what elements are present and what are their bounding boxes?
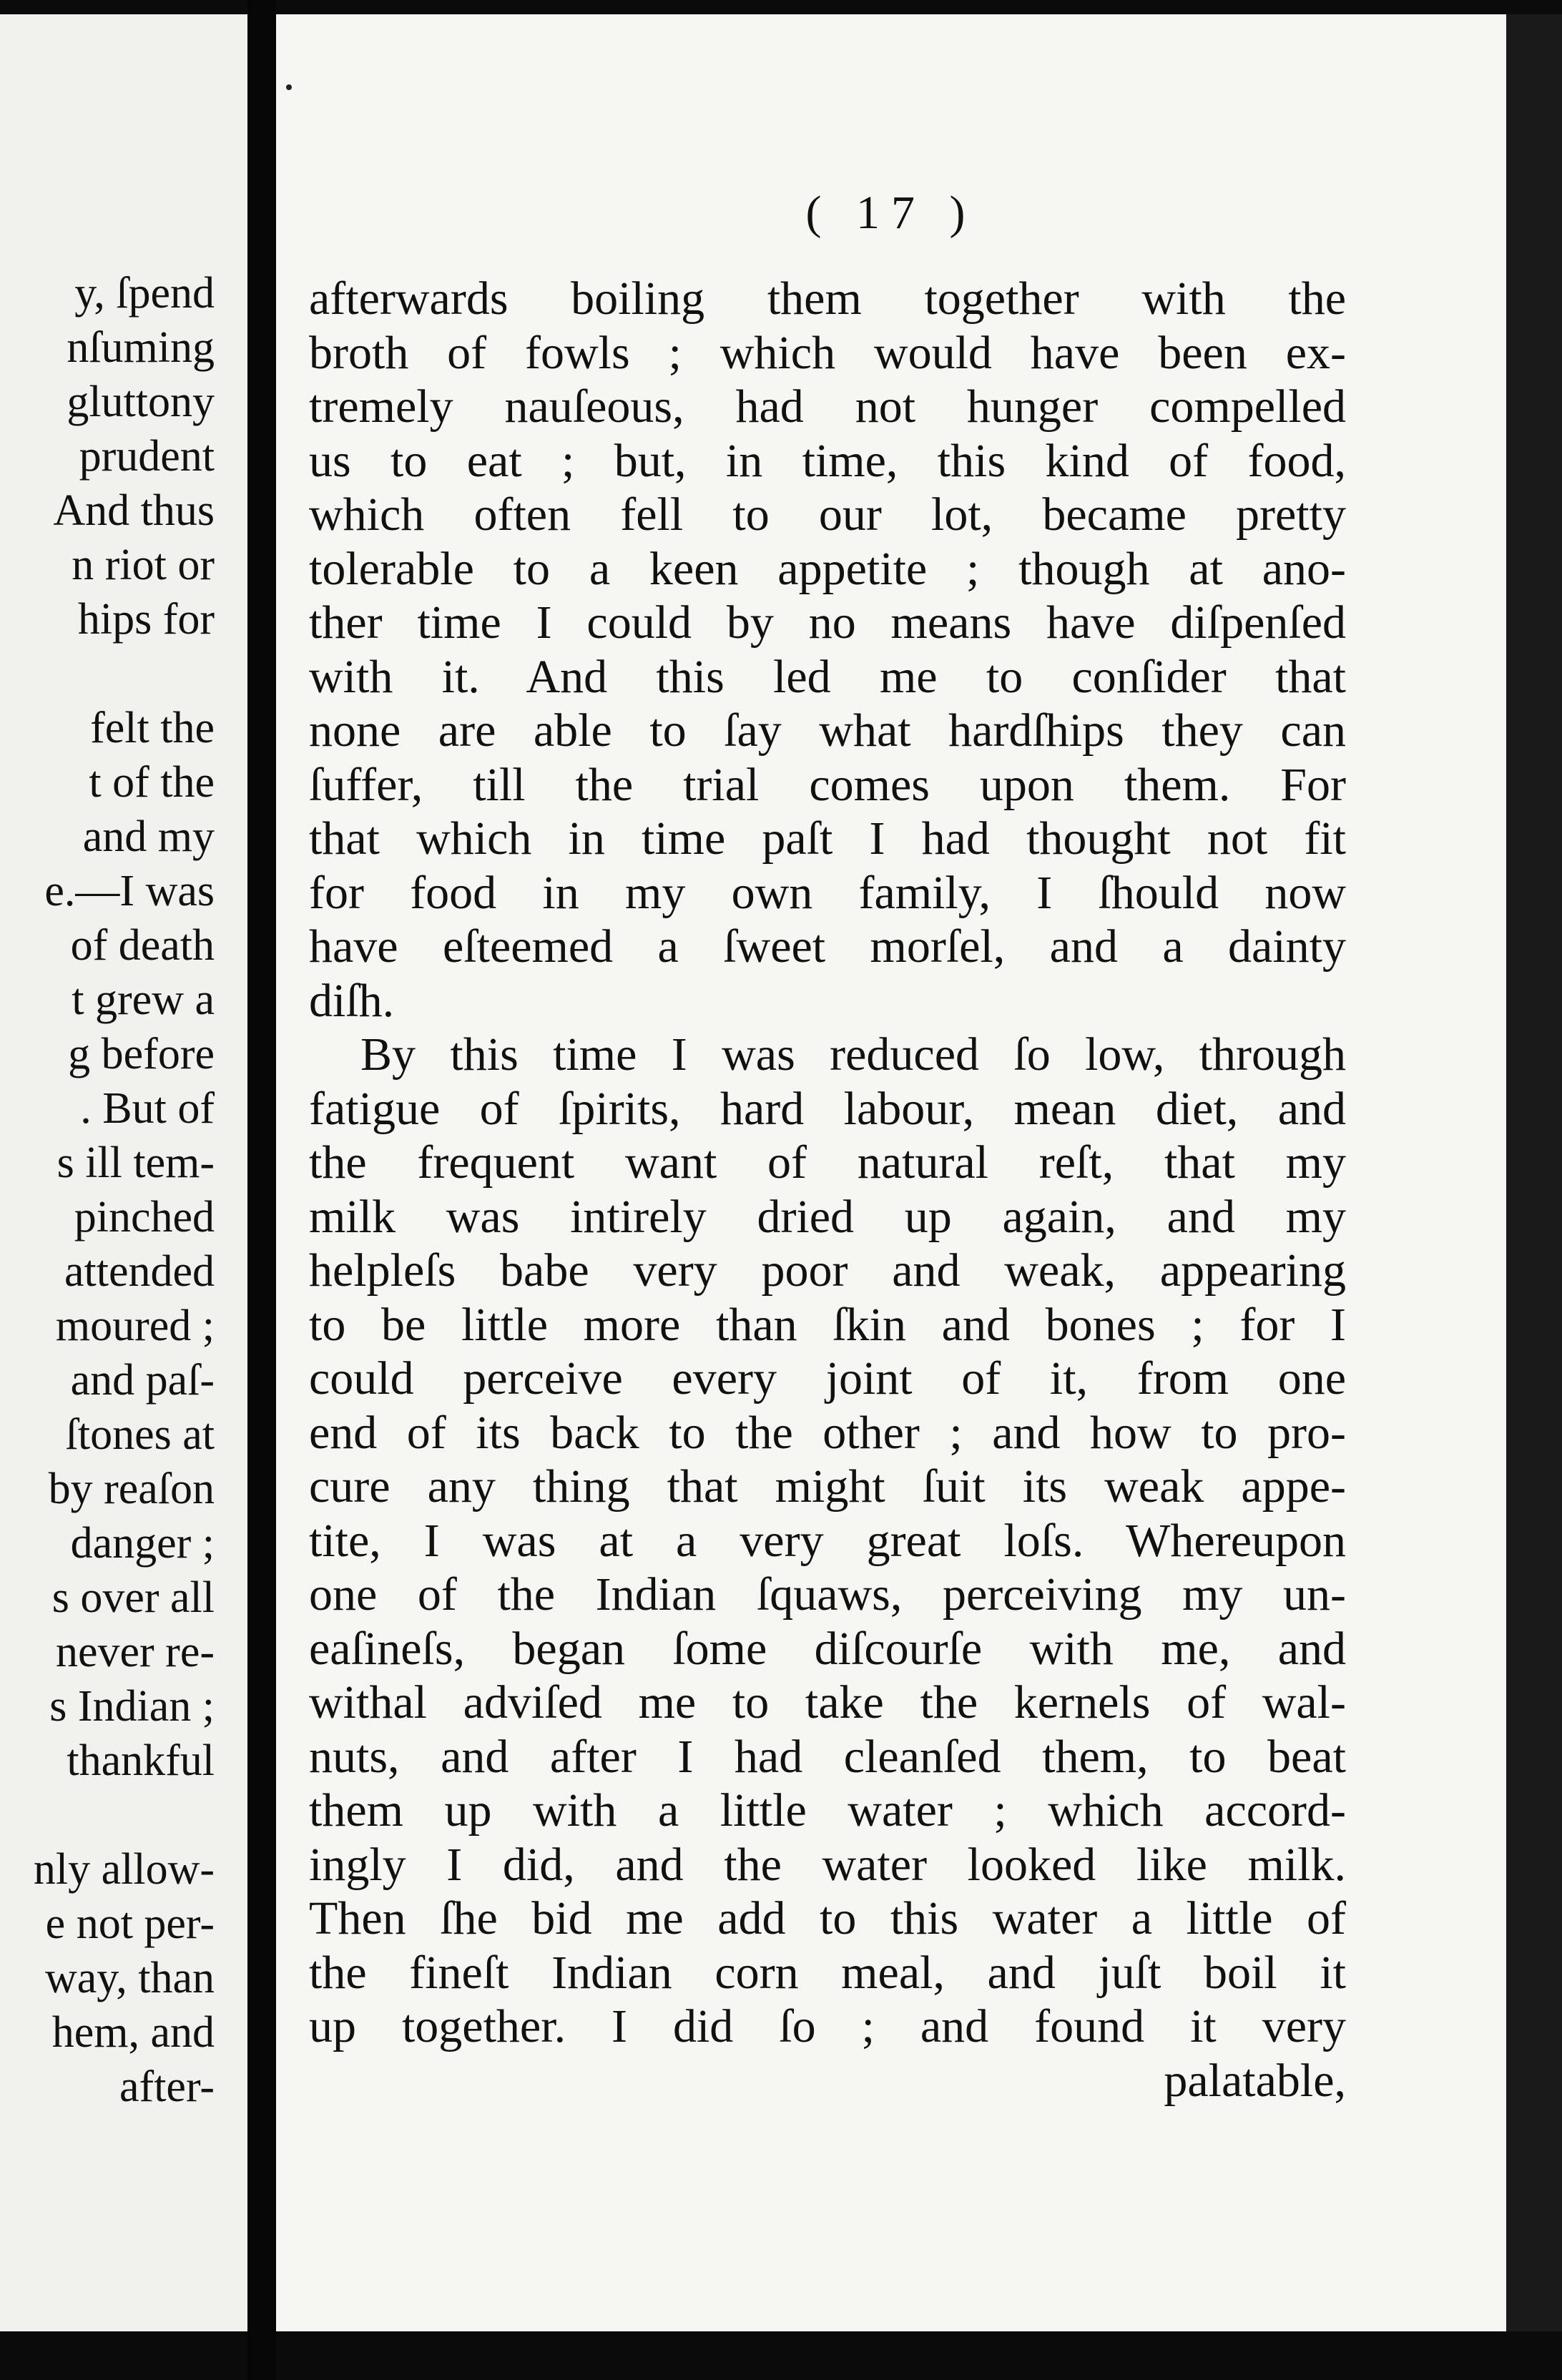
- previous-page-text: [0, 266, 247, 2114]
- left-page-line: gluttony: [67, 378, 215, 426]
- left-page-line: danger ;: [70, 1519, 215, 1568]
- text-line: which often fell to our lot, became pretty: [309, 488, 1346, 541]
- left-page-line: g before: [68, 1030, 215, 1078]
- text-line: to be little more than ſkin and bones ; for I: [309, 1298, 1346, 1351]
- left-page-line: of death: [70, 921, 215, 970]
- left-page-line: moured ;: [55, 1302, 215, 1350]
- text-line: broth of fowls ; which would have been ex-: [309, 326, 1346, 379]
- left-page-line: never re-: [56, 1628, 215, 1676]
- text-line: tremely nauſeous, had not hunger compelled: [309, 380, 1346, 433]
- left-page-line: nſuming: [67, 323, 215, 372]
- left-page-line: and my: [82, 812, 215, 861]
- left-page-line: nly allow-: [33, 1845, 215, 1894]
- text-line: ingly I did, and the water looked like milk.: [309, 1838, 1346, 1891]
- left-page-line: ſtones at: [65, 1410, 215, 1459]
- text-line: up together. I did ſo ; and found it very: [309, 2000, 1346, 2052]
- left-page-line: s Indian ;: [49, 1682, 215, 1731]
- text-line: helpleſs babe very poor and weak, appearing: [309, 1244, 1346, 1297]
- left-page-line: felt the: [90, 704, 215, 752]
- text-line: milk was intirely dried up again, and my: [309, 1190, 1346, 1243]
- text-line: end of its back to the other ; and how to pro-: [309, 1406, 1346, 1459]
- text-line: that which in time paſt I had thought not fit: [309, 812, 1346, 865]
- left-page-line: prudent: [79, 432, 215, 481]
- text-line: tite, I was at a very great loſs. Whereupon: [309, 1514, 1346, 1567]
- page-edge-shadow: [1506, 14, 1562, 2331]
- text-line: us to eat ; but, in time, this kind of food,: [309, 434, 1346, 487]
- text-line: By this time I was reduced ſo low, through: [360, 1028, 1346, 1081]
- text-line: withal adviſed me to take the kernels of wal-: [309, 1676, 1346, 1729]
- left-page-line: by reaſon: [48, 1465, 215, 1513]
- left-page-line: n riot or: [72, 541, 215, 589]
- left-page-line: And thus: [53, 486, 215, 535]
- left-page-line: s over all: [51, 1573, 215, 1622]
- left-page-line: thankful: [67, 1736, 215, 1785]
- text-line: none are able to ſay what hardſhips they can: [309, 704, 1346, 757]
- left-page-line: and paſ-: [70, 1356, 215, 1405]
- left-page-line: [0, 1788, 247, 1842]
- left-page-line: t grew a: [72, 975, 215, 1024]
- page-number: ( 17 ): [805, 187, 977, 239]
- left-page-line: t of the: [89, 758, 215, 807]
- text-line: one of the Indian ſquaws, perceiving my un-: [309, 1568, 1346, 1621]
- book-gutter: [247, 0, 276, 2380]
- left-page-line: way, than: [44, 1954, 215, 2002]
- text-line: with it. And this led me to conſider that: [309, 650, 1346, 703]
- text-line: nuts, and after I had cleanſed them, to beat: [309, 1730, 1346, 1783]
- previous-page-edge: [0, 14, 247, 2331]
- text-line: for food in my own family, I ſhould now: [309, 866, 1346, 919]
- left-page-line: s ill tem-: [57, 1139, 215, 1187]
- text-line: the fineſt Indian corn meal, and juſt boil it: [309, 1946, 1346, 1999]
- text-line: palatable,: [1164, 2054, 1346, 2107]
- ink-speck: [286, 84, 292, 90]
- left-page-line: [0, 646, 247, 701]
- left-page-line: . But of: [80, 1084, 215, 1133]
- text-line: diſh.: [309, 974, 395, 1027]
- text-line: tolerable to a keen appetite ; though at ano-: [309, 542, 1346, 595]
- text-line: eaſineſs, began ſome diſcourſe with me, and: [309, 1622, 1346, 1675]
- book-page: [276, 14, 1506, 2331]
- text-line: fatigue of ſpirits, hard labour, mean diet, and: [309, 1082, 1346, 1135]
- left-page-line: attended: [64, 1247, 215, 1296]
- text-line: afterwards boiling them together with the: [309, 272, 1346, 325]
- left-page-line: e.—I was: [44, 867, 215, 915]
- text-line: Then ſhe bid me add to this water a little of: [309, 1892, 1346, 1944]
- left-page-line: hem, and: [51, 2008, 215, 2057]
- left-page-line: e not per-: [45, 1899, 215, 1948]
- text-line: cure any thing that might ſuit its weak appe-: [309, 1460, 1346, 1513]
- left-page-line: after-: [119, 2062, 215, 2111]
- text-line: have eſteemed a ſweet morſel, and a dainty: [309, 920, 1346, 973]
- text-line: them up with a little water ; which accord-: [309, 1784, 1346, 1836]
- text-line: the frequent want of natural reſt, that my: [309, 1136, 1346, 1189]
- text-line: could perceive every joint of it, from one: [309, 1352, 1346, 1405]
- left-page-line: pinched: [74, 1193, 215, 1241]
- text-line: ther time I could by no means have diſpenſed: [309, 596, 1346, 649]
- left-page-line: y, ſpend: [74, 269, 215, 318]
- text-line: ſuffer, till the trial comes upon them. For: [309, 758, 1346, 811]
- left-page-line: hips for: [77, 595, 215, 644]
- body-text: [309, 272, 1346, 2108]
